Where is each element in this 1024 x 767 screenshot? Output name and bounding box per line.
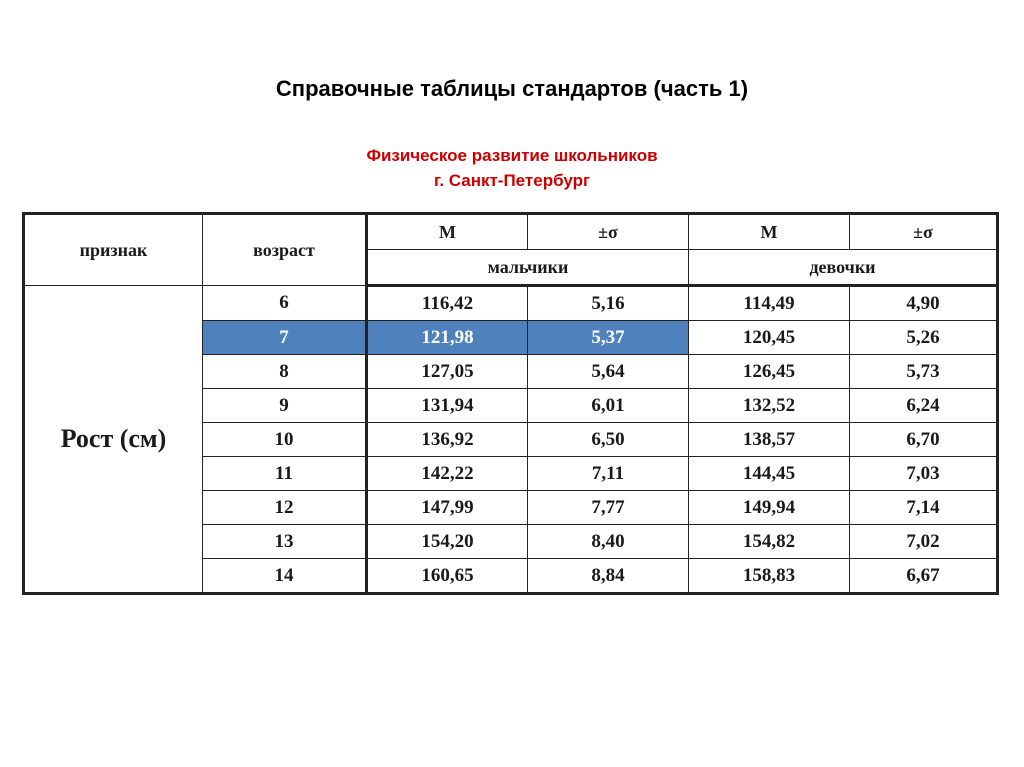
boys-sigma-cell: 5,37: [528, 321, 689, 355]
girls-m-cell: 114,49: [689, 286, 850, 321]
girls-sigma-cell: 5,73: [850, 355, 998, 389]
boys-sigma-cell: 7,11: [528, 457, 689, 491]
boys-sigma-cell: 6,01: [528, 389, 689, 423]
boys-m-cell: 121,98: [367, 321, 528, 355]
slide-title: Справочные таблицы стандартов (часть 1): [275, 76, 749, 101]
boys-m-cell: 142,22: [367, 457, 528, 491]
girls-m-cell: 126,45: [689, 355, 850, 389]
boys-m-cell: 147,99: [367, 491, 528, 525]
boys-sigma-cell: 8,40: [528, 525, 689, 559]
header-feature: признак: [24, 214, 203, 286]
boys-sigma-cell: 7,77: [528, 491, 689, 525]
boys-sigma-cell: 5,16: [528, 286, 689, 321]
subtitle-line-1: Физическое развитие школьников: [366, 146, 658, 165]
girls-sigma-cell: 6,70: [850, 423, 998, 457]
girls-sigma-cell: 7,14: [850, 491, 998, 525]
header-boys-sigma: ±σ: [528, 214, 689, 250]
girls-sigma-cell: 6,24: [850, 389, 998, 423]
boys-sigma-cell: 5,64: [528, 355, 689, 389]
girls-m-cell: 149,94: [689, 491, 850, 525]
girls-sigma-cell: 5,26: [850, 321, 998, 355]
header-boys-m: М: [367, 214, 528, 250]
age-cell: 6: [203, 286, 367, 321]
girls-m-cell: 120,45: [689, 321, 850, 355]
girls-m-cell: 144,45: [689, 457, 850, 491]
boys-sigma-cell: 6,50: [528, 423, 689, 457]
age-cell: 10: [203, 423, 367, 457]
girls-m-cell: 154,82: [689, 525, 850, 559]
header-boys: мальчики: [367, 250, 689, 286]
table-row: [24, 286, 998, 321]
boys-m-cell: 131,94: [367, 389, 528, 423]
age-cell: 9: [203, 389, 367, 423]
boys-m-cell: 160,65: [367, 559, 528, 594]
subtitle-line-2: г. Санкт-Петербург: [433, 171, 591, 190]
girls-sigma-cell: 7,03: [850, 457, 998, 491]
age-cell: 12: [203, 491, 367, 525]
boys-m-cell: 154,20: [367, 525, 528, 559]
girls-m-cell: 132,52: [689, 389, 850, 423]
age-cell: 14: [203, 559, 367, 594]
age-cell: 11: [203, 457, 367, 491]
girls-sigma-cell: 6,67: [850, 559, 998, 594]
header-age: возраст: [203, 214, 367, 286]
boys-m-cell: 127,05: [367, 355, 528, 389]
age-cell: 7: [203, 321, 367, 355]
age-cell: 8: [203, 355, 367, 389]
boys-m-cell: 116,42: [367, 286, 528, 321]
age-cell: 13: [203, 525, 367, 559]
feature-label: Рост (см): [24, 286, 203, 594]
header-girls-sigma: ±σ: [850, 214, 998, 250]
girls-m-cell: 138,57: [689, 423, 850, 457]
boys-sigma-cell: 8,84: [528, 559, 689, 594]
standards-table: [22, 212, 999, 595]
girls-sigma-cell: 7,02: [850, 525, 998, 559]
header-girls-m: М: [689, 214, 850, 250]
girls-sigma-cell: 4,90: [850, 286, 998, 321]
girls-m-cell: 158,83: [689, 559, 850, 594]
header-girls: девочки: [689, 250, 998, 286]
boys-m-cell: 136,92: [367, 423, 528, 457]
